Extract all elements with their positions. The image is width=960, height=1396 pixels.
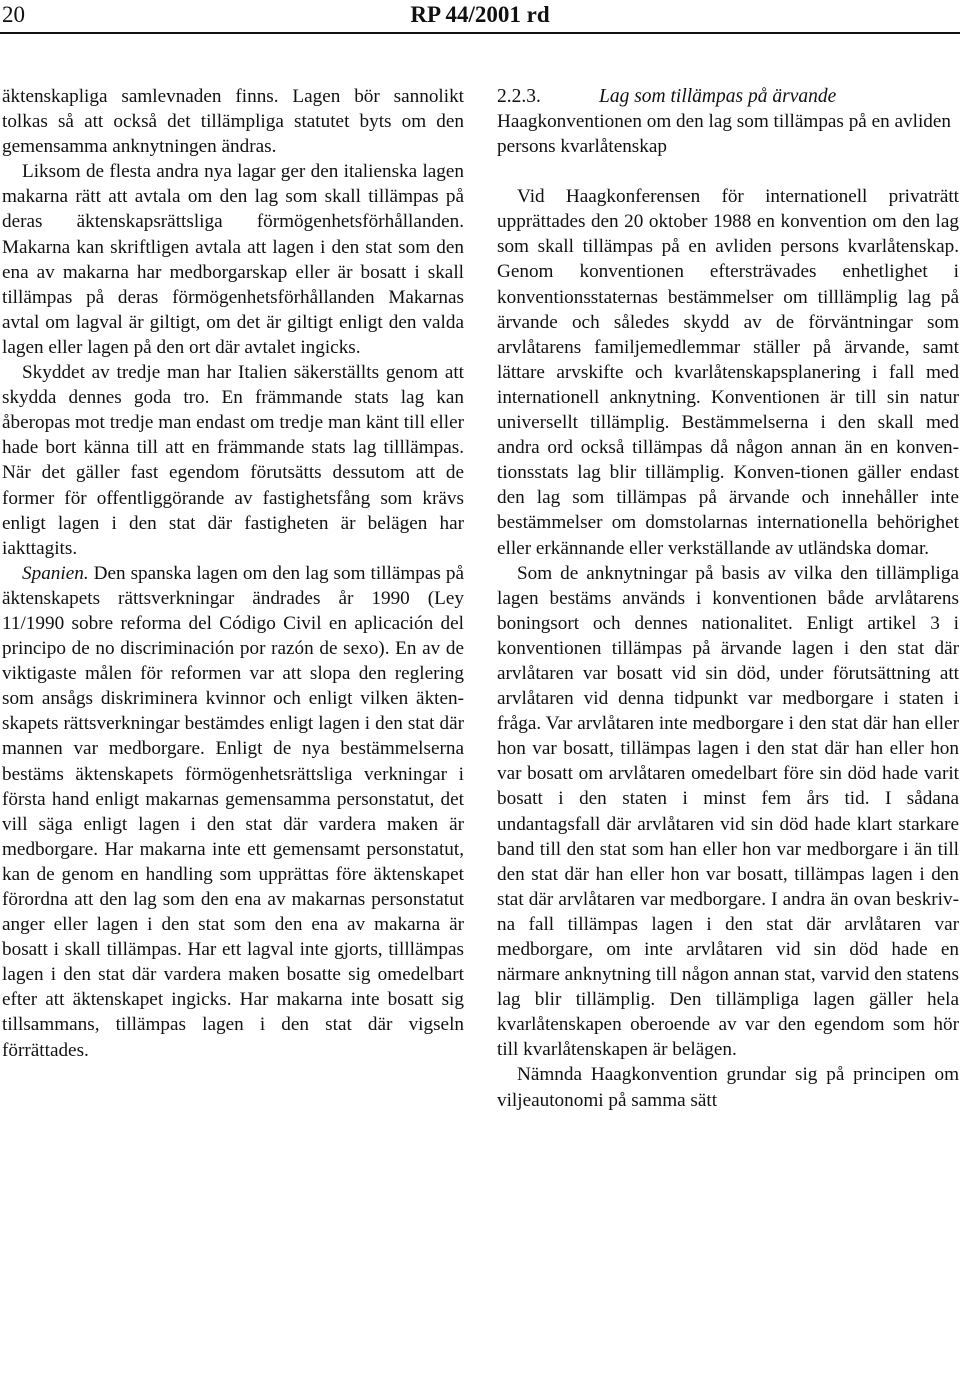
subheading: Haagkonventionen om den lag som tillämpas på en avliden persons kvarlåtenskap [497,111,951,158]
left-column [2,84,464,1063]
paragraph: Skyddet av tredje man har Italien säkerställts genom att skydda dennes goda tro. En främmande stats lag kan åberopas mot tredje man endast om tredje man känt till eller hade bort känna till att en främmande stats lag tilllämpas. När det gäller fast egendom förutsätts dessutom att de former för offentliggörande av fastighetsfång som krävs enligt lagen i den stat där fastigheten är belägen har iakttagits. [2,362,464,559]
page-header [0,0,960,34]
paragraph: Nämnda Haagkonvention grundar sig på principen om viljeautonomi på samma sätt [497,1064,959,1111]
paragraph-body: Den spanska lagen om den lag som tillämpas på äktenskapets rättsverkningar ändrades år 1990 (Ley 11/1990 sobre reforma del Código Civil en aplicación del principo de no discriminación por razón de sexo). En av de viktigaste målen för reformen var att slopa den reglering som ansågs diskriminera kvinnor och enligt vilken äktenskapets rättsverkningar bestämdes enligt lagen i den stat där mannen var medborgare. Enligt de nya bestämmelserna bestäms äktenskapets förmögenhetsrättsliga verkningar i första hand enligt makarnas gemensamma personstatut, det vill säga enligt lagen i den stat där vardera maken är medborgare. Har makarna inte ett gemensamt personstatut, kan de genom en handling som upprättas före äktenskapet förordna att den lag som den ena av makarnas personstatut anger eller lagen i den stat som den ena av makarna är bosatt i skall tillämpas. Har ett lagval inte gjorts, tilllämpas lagen i den stat där vardera maken bosatte sig omedelbart efter att äktenskapet ingicks. Har makarna inte bosatt sig tillsammans, tillämpas lagen i den stat där vigseln förrättades. [2,562,464,1061]
paragraph-lead-country: Spanien. [22,562,89,584]
right-column [497,84,959,1113]
section-number: 2.2.3. [497,86,541,107]
page-number: 20 [2,2,25,27]
document-reference: RP 44/2001 rd [410,2,550,27]
section-title: Lag som tillämpas på ärvande [599,86,837,107]
section-heading [497,84,959,109]
header-rule [0,32,960,34]
paragraph: äktenskapliga samlevnaden finns. Lagen bör sannolikt tolkas så att också det tillämpliga statutet byts om den gemensamma anknytningen ändras. [2,86,464,158]
paragraph: Liksom de flesta andra nya lagar ger den italienska lagen makarna rätt att avtala om den lag som skall tillämpas på deras äktenskapsrättsliga förmögenhetsförhållanden. Makarna kan skriftligen avtala att lagen i den stat som den ena av makarna har medborgarskap eller är bosatt i skall tillämpas på deras förmögenhetsförhållanden Makarnas avtal om lagval är giltigt, om det är giltigt enligt den valda lagen eller lagen på den ort där avtalet ingicks. [2,161,464,358]
paragraph: Vid Haagkonferensen för internationell privaträtt upprättades den 20 oktober 1988 en konvention om den lag som skall tillämpas på en avliden persons kvarlåtenskap. Genom konventionen eftersträvades enhetlighet i konventionsstaternas bestämmelser om tilllämplig lag på ärvande och således skydd av de förväntningar som arvlåtarens familjemedlemmar ställer på ärvande, samt lättare arvskifte och kvarlåtenskapsplanering i fall med internationell anknytning. Konventionen är till sin natur universellt tillämplig. Bestämmelserna i den skall med andra ord också tillämpas då någon annan än en konventionsstats lag blir tillämplig. Konven-tionen gäller endast den lag som tillämpas på ärvande och innehåller inte bestämmelser om domstolarnas internationella behörighet eller erkännande eller verkställande av utländska domar. [497,186,959,559]
paragraph: Som de anknytningar på basis av vilka den tillämpliga lagen bestäms används i konventionen både arvlåtarens boningsort och dennes nationalitet. Enligt artikel 3 i konventionen tillämpas på ärvande lagen i den stat där arvlåtaren var bosatt vid sin död, under förutsättning att arvlåtaren vid denna tidpunkt var medborgare i staten i fråga. Var arvlåtaren inte medborgare i den stat där han eller hon var bosatt, tillämpas lagen i den stat där han eller hon var bosatt om arvlåtaren omedelbart före sin död hade varit bosatt i den staten i minst fem års tid. I sådana undantagsfall där arvlåtaren vid sin död hade klart starkare band till den stat som han eller hon var medborgare i än till den stat där han eller hon var bosatt, tillämpas lagen i den stat där arvlåtaren var medborgare. I andra än ovan beskrivna fall tillämpas lagen i den stat där arvlåtaren var medborgare, om inte arvlåtaren vid sin död hade en närmare anknytning till någon annan stat, varvid den statens lag blir tillämplig. Den tillämpliga lagen gäller hela kvarlåtenskapen oberoende av var den egendom som hör till kvarlåtenskapen är belägen. [497,562,959,1061]
paragraph-spanien [2,561,464,1063]
